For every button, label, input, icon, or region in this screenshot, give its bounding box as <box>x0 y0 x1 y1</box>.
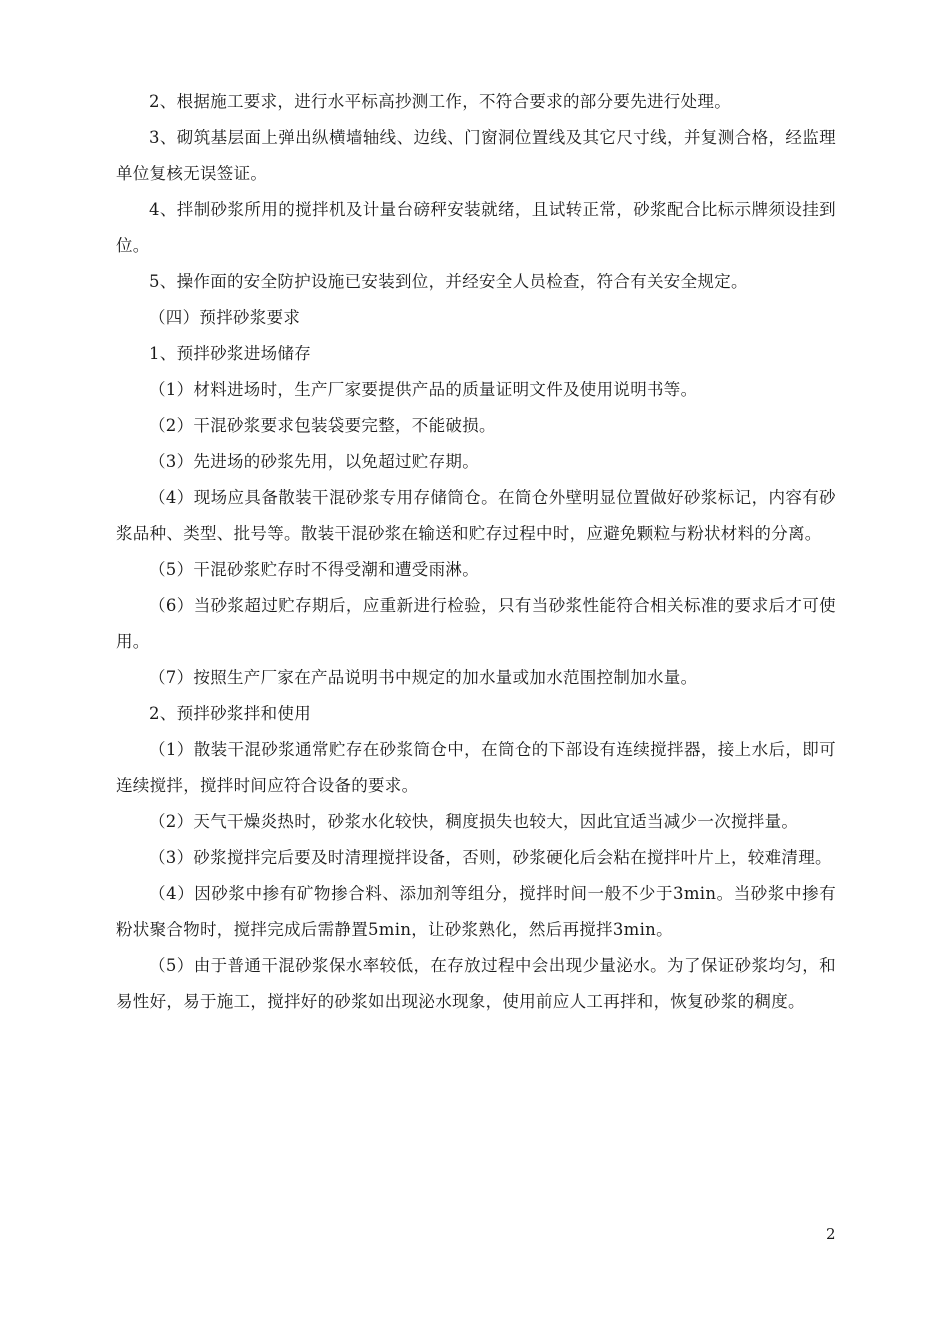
paragraph-item-3: 3、砌筑基层面上弹出纵横墙轴线、边线、门窗洞位置线及其它尺寸线，并复测合格，经监理单位复核无误签证。 <box>116 128 836 183</box>
page-number: 2 <box>826 1225 836 1243</box>
subsection-heading-mixing: 2、预拌砂浆拌和使用 <box>149 704 311 723</box>
mixing-item-3: （3）砂浆搅拌完后要及时清理搅拌设备，否则，砂浆硬化后会粘在搅拌叶片上，较难清理。 <box>149 848 832 867</box>
paragraph-item-5: 5、操作面的安全防护设施已安装到位，并经安全人员检查，符合有关安全规定。 <box>149 272 748 291</box>
storage-item-2: （2）干混砂浆要求包装袋要完整，不能破损。 <box>149 416 496 435</box>
storage-item-3: （3）先进场的砂浆先用，以免超过贮存期。 <box>149 452 479 471</box>
storage-item-1: （1）材料进场时，生产厂家要提供产品的质量证明文件及使用说明书等。 <box>149 380 698 399</box>
storage-item-4: （4）现场应具备散装干混砂浆专用存储筒仓。在筒仓外壁明显位置做好砂浆标记，内容有砂浆品种、类型、批号等。散装干混砂浆在输送和贮存过程中时，应避免颗粒与粉状材料的分离。 <box>116 488 836 543</box>
mixing-item-2: （2）天气干燥炎热时，砂浆水化较快，稠度损失也较大，因此宜适当减少一次搅拌量。 <box>149 812 799 831</box>
mixing-item-1: （1）散装干混砂浆通常贮存在砂浆筒仓中，在筒仓的下部设有连续搅拌器，接上水后，即可连续搅拌，搅拌时间应符合设备的要求。 <box>116 740 836 795</box>
mixing-item-4: （4）因砂浆中掺有矿物掺合料、添加剂等组分，搅拌时间一般不少于3min。当砂浆中掺有粉状聚合物时，搅拌完成后需静置5min，让砂浆熟化，然后再搅拌3min。 <box>116 884 836 939</box>
paragraph-item-2: 2、根据施工要求，进行水平标高抄测工作，不符合要求的部分要先进行处理。 <box>149 92 731 111</box>
section-heading-premixed-mortar: （四）预拌砂浆要求 <box>149 308 301 327</box>
mixing-item-5: （5）由于普通干混砂浆保水率较低，在存放过程中会出现少量泌水。为了保证砂浆均匀，和易性好，易于施工，搅拌好的砂浆如出现泌水现象，使用前应人工再拌和，恢复砂浆的稠度。 <box>116 956 836 1011</box>
storage-item-5: （5）干混砂浆贮存时不得受潮和遭受雨淋。 <box>149 560 479 579</box>
storage-item-6: （6）当砂浆超过贮存期后，应重新进行检验，只有当砂浆性能符合相关标准的要求后才可使用。 <box>116 596 836 651</box>
document-body <box>116 84 836 1020</box>
subsection-heading-storage: 1、预拌砂浆进场储存 <box>149 344 311 363</box>
paragraph-item-4: 4、拌制砂浆所用的搅拌机及计量台磅秤安装就绪，且试转正常，砂浆配合比标示牌须设挂到位。 <box>116 200 836 255</box>
storage-item-7: （7）按照生产厂家在产品说明书中规定的加水量或加水范围控制加水量。 <box>149 668 698 687</box>
